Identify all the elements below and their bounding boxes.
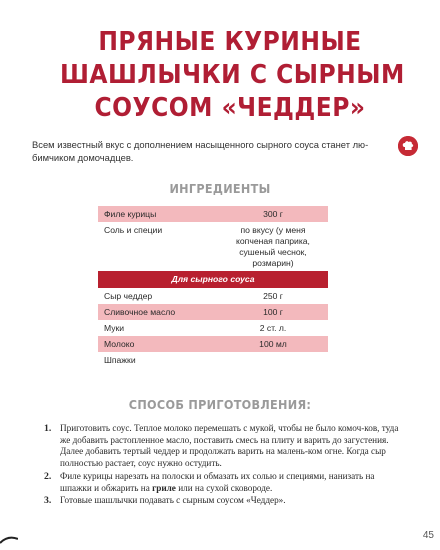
recipe-title xyxy=(60,26,405,125)
ingredient-row xyxy=(98,320,328,336)
ingredient-amount: по вкусу (у меня копченая паприка, сушеный чеснок, розмарин) xyxy=(236,224,310,268)
ingredient-amount: 250 г xyxy=(263,290,283,301)
ingredient-name: Муки xyxy=(104,322,125,333)
ingredient-amount: 100 мл xyxy=(218,336,328,352)
ingredient-row xyxy=(98,288,328,304)
sauce-header: Для сырного соуса xyxy=(98,271,328,288)
ingredients-heading: ИНГРЕДИЕНТЫ xyxy=(169,181,271,196)
ingredient-name: Молоко xyxy=(98,336,218,352)
step-text: Приготовить соус. Теплое молоко перемешать с мукой, чтобы не было комоч-ков, туда же добавить растопленное масло, поставить смесь на плиту и варить до загустения. Далее добавить тертый чеддер и продолжать варить на малень-ком огне. Когда сыр полностью растает, соус нужно остудить. xyxy=(60,423,399,469)
title-line-2: ШАШЛЫЧКИ С СЫРНЫМ xyxy=(60,60,405,90)
ingredient-amount: 100 г xyxy=(218,304,328,320)
method-step xyxy=(44,495,400,507)
title-line-3: СОУСОМ «ЧЕДДЕР» xyxy=(94,93,366,123)
step-number: 1. xyxy=(44,423,52,434)
method-step xyxy=(44,471,400,494)
ingredient-name: Сыр чеддер xyxy=(104,290,153,301)
page-number: 45 xyxy=(422,530,434,541)
ingredient-name: Соль и специи xyxy=(104,224,163,235)
ingredients-table xyxy=(98,206,328,368)
method-heading: СПОСОБ ПРИГОТОВЛЕНИЯ: xyxy=(128,397,312,412)
intro-text: Всем известный вкус с дополнением насыщенного сырного соуса станет лю-бимчиком домочадцев. xyxy=(32,139,369,163)
ingredient-name: Сливочное масло xyxy=(98,304,218,320)
corner-decoration xyxy=(0,532,18,544)
ingredient-amount xyxy=(218,352,328,368)
ingredient-name: Филе курицы xyxy=(98,206,218,222)
method-step xyxy=(44,423,400,470)
method-steps xyxy=(44,423,400,508)
ingredient-row xyxy=(98,206,328,222)
step-emphasis: гриле xyxy=(152,482,176,493)
step-number: 2. xyxy=(44,470,52,482)
ingredient-amount: 300 г xyxy=(218,206,328,222)
step-text: Филе курицы нарезать на полоски и обмазать их солью и специями, нанизать на шпажки и обжарить на xyxy=(60,470,375,493)
title-line-1: ПРЯНЫЕ КУРИНЫЕ xyxy=(98,27,362,57)
ingredient-row xyxy=(98,352,328,368)
sauce-header-row xyxy=(98,271,328,288)
step-text: Готовые шашлычки подавать с сырным соусом «Чеддер». xyxy=(60,495,286,506)
ingredient-amount: 2 ст. л. xyxy=(259,322,287,333)
ingredient-row xyxy=(98,222,328,271)
chef-hat-icon xyxy=(398,136,418,156)
step-text-end: или на сухой сковороде. xyxy=(175,482,273,493)
ingredient-row xyxy=(98,336,328,352)
step-number: 3. xyxy=(44,495,52,507)
ingredient-name: Шпажки xyxy=(104,354,136,365)
ingredient-row xyxy=(98,304,328,320)
